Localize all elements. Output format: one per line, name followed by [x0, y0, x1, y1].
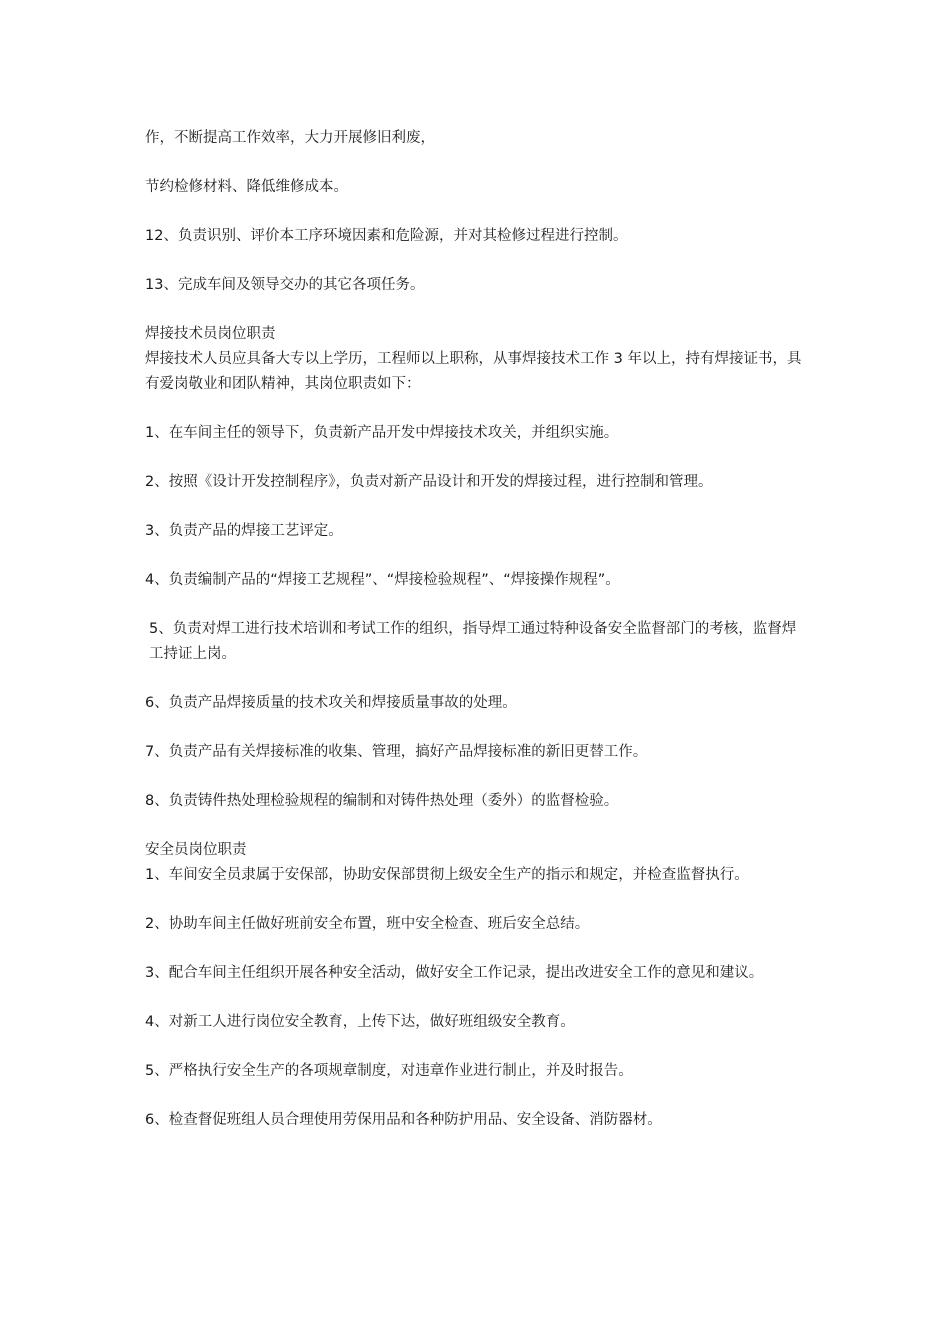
list-item: 1、在车间主任的领导下，负责新产品开发中焊接技术攻关，并组织实施。 [145, 425, 619, 441]
list-item: 5、严格执行安全生产的各项规章制度，对违章作业进行制止，并及时报告。 [145, 1063, 633, 1079]
list-item: 3、负责产品的焊接工艺评定。 [145, 523, 343, 539]
list-item: 4、对新工人进行岗位安全教育，上传下达，做好班组级安全教育。 [145, 1014, 575, 1030]
paragraph: 作，不断提高工作效率，大力开展修旧利废， [145, 130, 435, 146]
section-title-welding: 焊接技术员岗位职责 [145, 326, 276, 342]
list-item: 6、检查督促班组人员合理使用劳保用品和各种防护用品、安全设备、消防器材。 [145, 1112, 662, 1128]
list-item: 3、配合车间主任组织开展各种安全活动，做好安全工作记录，提出改进安全工作的意见和建议。 [145, 965, 764, 981]
list-item: 5、负责对焊工进行技术培训和考试工作的组织，指导焊工通过特种设备安全监督部门的考核，监督焊工持证上岗。 [149, 621, 797, 662]
paragraph: 13、完成车间及领导交办的其它各项任务。 [145, 277, 425, 293]
list-item: 4、负责编制产品的“焊接工艺规程”、“焊接检验规程”、“焊接操作规程”。 [145, 572, 620, 588]
list-item: 2、协助车间主任做好班前安全布置，班中安全检查、班后安全总结。 [145, 916, 590, 932]
list-item: 7、负责产品有关焊接标准的收集、管理，搞好产品焊接标准的新旧更替工作。 [145, 744, 648, 760]
list-item: 8、负责铸件热处理检验规程的编制和对铸件热处理（委外）的监督检验。 [145, 793, 619, 809]
paragraph: 12、负责识别、评价本工序环境因素和危险源，并对其检修过程进行控制。 [145, 228, 628, 244]
list-item: 6、负责产品焊接质量的技术攻关和焊接质量事故的处理。 [145, 695, 517, 711]
paragraph: 节约检修材料、降低维修成本。 [145, 179, 348, 195]
welding-intro: 焊接技术人员应具备大专以上学历，工程师以上职称，从事焊接技术工作 3 年以上，持有焊接证书，具有爱岗敬业和团队精神，其岗位职责如下： [145, 351, 802, 392]
document-body [145, 126, 810, 1133]
list-item: 2、按照《设计开发控制程序》，负责对新产品设计和开发的焊接过程，进行控制和管理。 [145, 474, 713, 490]
section-title-safety: 安全员岗位职责 [145, 842, 247, 858]
list-item: 1、车间安全员隶属于安保部，协助安保部贯彻上级安全生产的指示和规定，并检查监督执行。 [145, 867, 749, 883]
